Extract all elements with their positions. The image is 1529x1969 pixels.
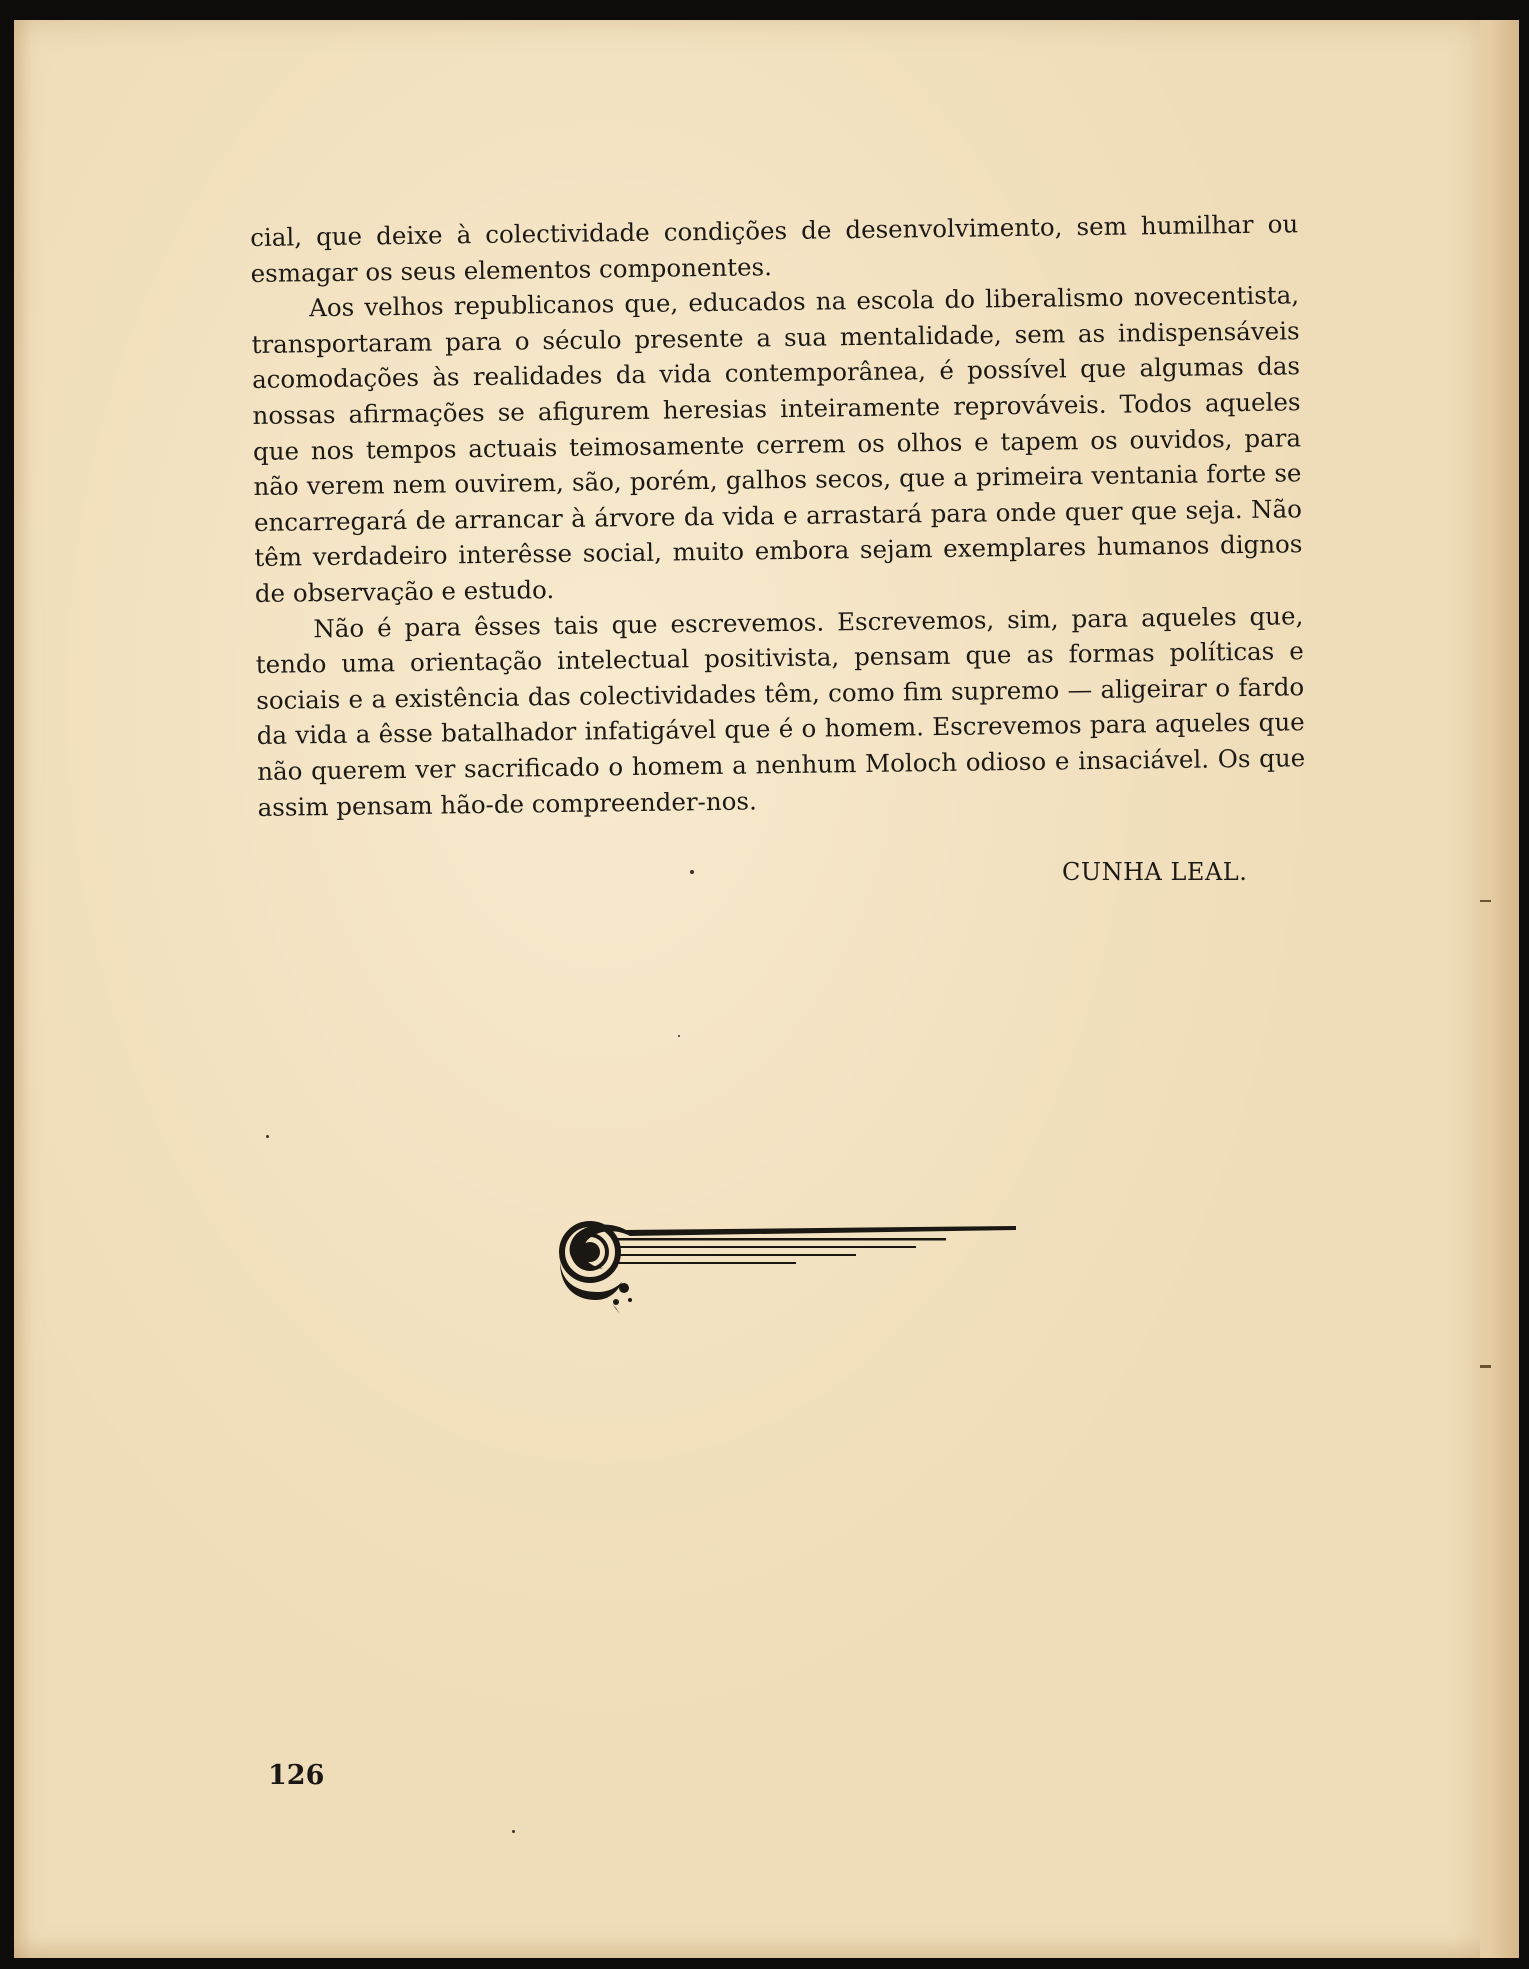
paper-speck <box>678 1035 680 1037</box>
page-number: 126 <box>268 1760 325 1791</box>
author-signature: CUNHA LEAL. <box>1062 858 1248 886</box>
vignette-ornament-icon <box>546 1212 1026 1322</box>
paragraph-3: Não é para êsses tais que escrevemos. Escrevemos, sim, para aqueles que, tendo uma orientação intelectual positivista, pensam que as formas políticas e sociais e a existência das colectividades têm, como fim supremo — aligeirar o fardo da vida a êsse batalhador infatigável que é o homem. Escrevemos para aqueles que não querem ver sacrificado o homem a nenhum Moloch odioso e insaciável. Os que assim pensam hão-de compreender-nos. <box>255 600 1306 822</box>
book-page <box>14 20 1480 1958</box>
body-text <box>250 206 1306 825</box>
paper-speck <box>512 1830 515 1833</box>
paragraph-1: cial, que deixe à colectividade condições de desenvolvimento, sem humilhar ou esmagar os seus elementos componentes. <box>250 209 1299 288</box>
paper-speck <box>266 1135 269 1138</box>
paragraph-2: Aos velhos republicanos que, educados na escola do liberalismo novecentista, transportaram para o século presente a sua mentalidade, sem as indispensáveis acomodações às realidades da vida contemporânea, é possível que algumas das nossas afirmações se afigurem heresias inteiramente reprováveis. Todos aqueles que nos tempos actuais teimosamente cerrem os olhos e tapem os ouvidos, para não verem nem ouvirem, são, porém, galhos secos, que a primeira ventania forte se encarregará de arrancar à árvore da vida e arrastará para onde quer que seja. Não têm verdadeiro interêsse social, muito embora sejam exemplares humanos dignos de observação e estudo. <box>251 280 1303 608</box>
paper-speck <box>690 870 694 874</box>
